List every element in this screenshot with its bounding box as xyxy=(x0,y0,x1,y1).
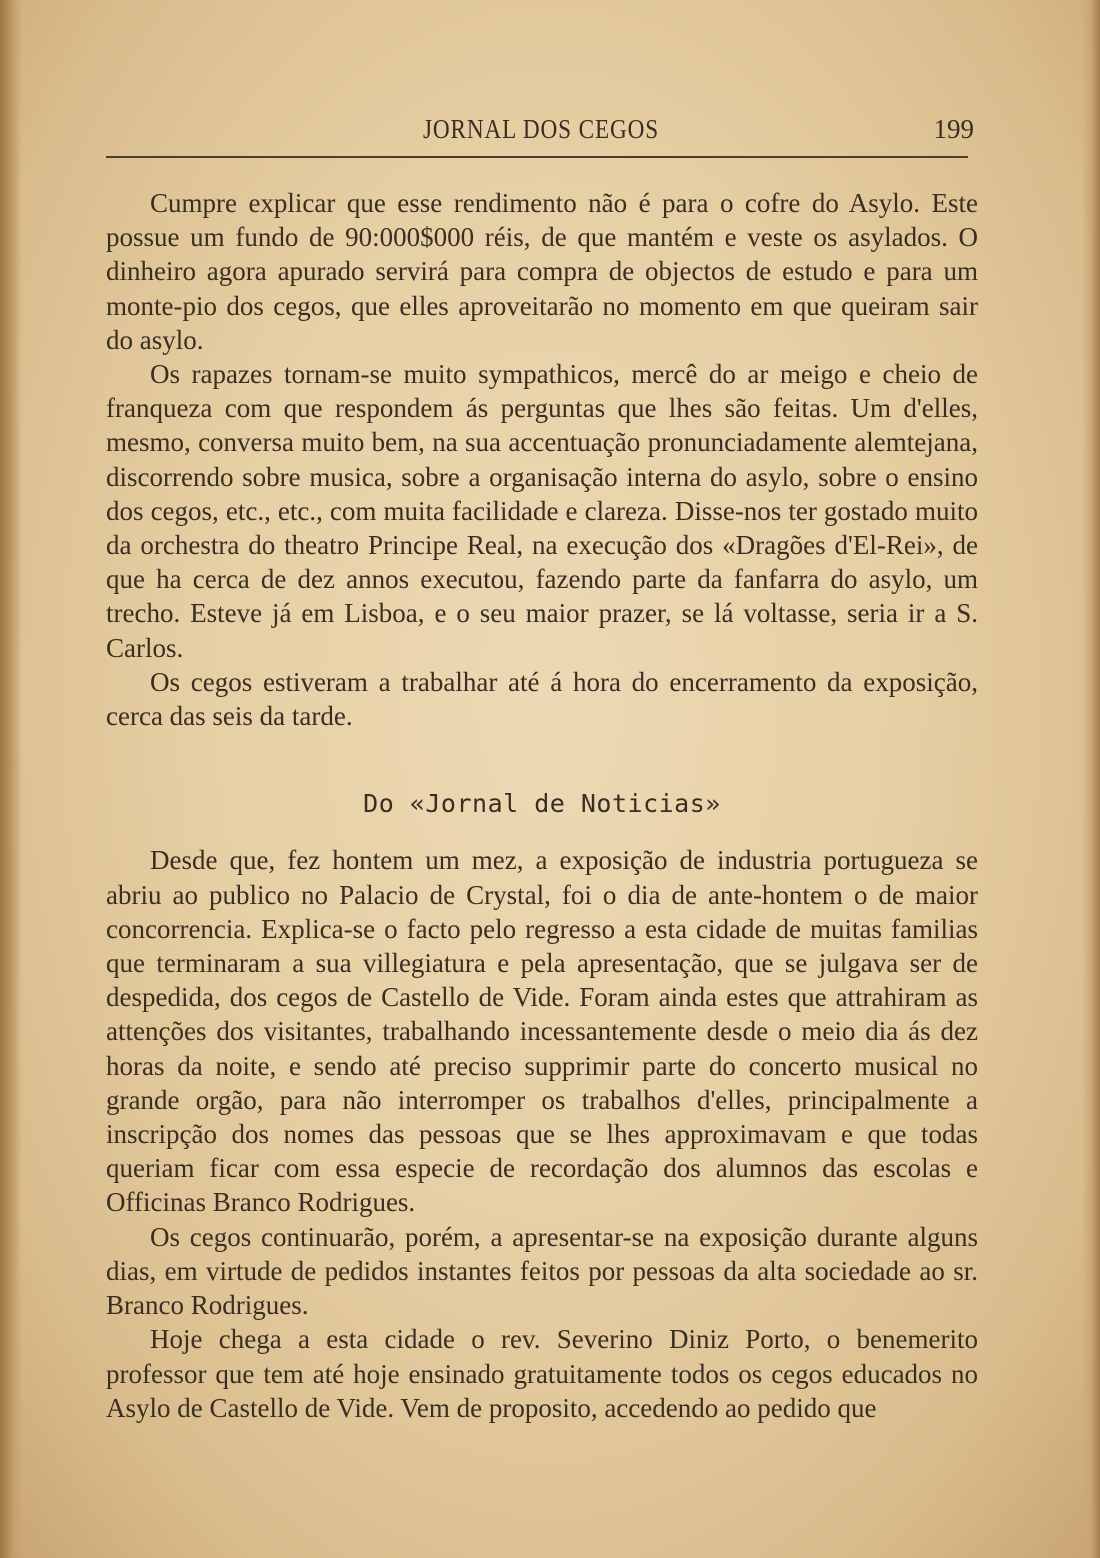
header-rule xyxy=(106,156,968,158)
body-text xyxy=(106,186,978,1425)
paragraph-3: Os cegos estiveram a trabalhar até á hora do encerramento da exposição, cerca das seis da tarde. xyxy=(106,666,978,732)
section-title: Do «Jornal de Noticias» xyxy=(363,789,721,819)
paragraph-2: Os rapazes tornam-se muito sympathicos, mercê do ar meigo e cheio de franqueza com que respondem ás perguntas que lhes são feitas. Um d'elles, mesmo, conversa muito bem, na sua accentuação pronunciadamente alemtejana, discorrendo sobre musica, sobre a organisação interna do asylo, sobre o ensino dos cegos, etc., etc., com muita facilidade e clareza. Disse-nos ter gostado muito da orchestra do theatro Principe Real, na execução dos «Dragões d'El-Rei», de que ha cerca de dez annos executou, fazendo parte da fanfarra do asylo, um trecho. Esteve já em Lisboa, e o seu maior prazer, se lá voltasse, seria ir a S. Carlos. xyxy=(106,359,978,663)
paragraph-6: Hoje chega a esta cidade o rev. Severino Diniz Porto, o benemerito professor que tem até hoje ensinado gratuitamente todos os cegos educados no Asylo de Castello de Vide. Vem de proposito, accedendo ao pedido que xyxy=(106,1324,978,1423)
paragraph-5: Os cegos continuarão, porém, a apresentar-se na exposição durante alguns dias, em virtude de pedidos instantes feitos por pessoas da alta sociedade ao sr. Branco Rodrigues. xyxy=(106,1221,978,1321)
page-edge-left xyxy=(0,0,22,1558)
paragraph-1: Cumpre explicar que esse rendimento não é para o cofre do Asylo. Este possue um fundo de 90:000$000 réis, de que mantém e veste os asylados. O dinheiro agora apurado servirá para compra de objectos de estudo e para um monte-pio dos cegos, que elles aproveitarão no momento em que queiram sair do asylo. xyxy=(106,188,978,355)
page-header xyxy=(106,110,976,150)
page-number: 199 xyxy=(933,114,974,144)
paragraph-4: Desde que, fez hontem um mez, a exposição de industria portugueza se abriu ao publico no Palacio de Crystal, foi o dia de ante-hontem o de maior concorrencia. Explica-se o facto pelo regresso a esta cidade de muitas familias que terminaram a sua villegiatura e pela apresentação, que se julgava ser de despedida, dos cegos de Castello de Vide. Foram ainda estes que attrahiram as attenções dos visitantes, trabalhando incessantemente desde o meio dia ás dez horas da noite, e sendo até preciso supprimir parte do concerto musical no grande orgão, para não interromper os trabalhos d'elles, principalmente a inscripção dos nomes das pessoas que se lhes approximavam e que todas queriam ficar com essa especie de recordação dos alumnos das escolas e Officinas Branco Rodrigues. xyxy=(106,845,978,1218)
page-edge-right xyxy=(1082,0,1100,1558)
running-title: JORNAL DOS CEGOS xyxy=(422,114,660,144)
